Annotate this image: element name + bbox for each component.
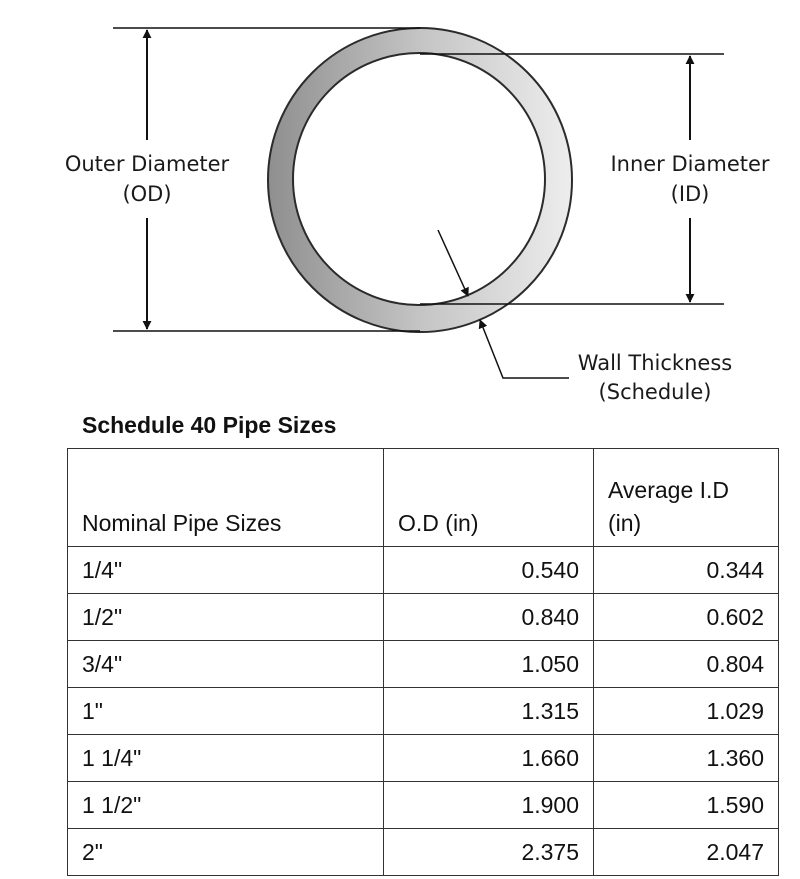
table-title: Schedule 40 Pipe Sizes bbox=[82, 412, 337, 438]
nominal-size-cell: 1" bbox=[68, 688, 384, 735]
od-cell: 1.660 bbox=[384, 735, 594, 782]
nominal-size-cell: 1/2" bbox=[68, 594, 384, 641]
header-average-id: Average I.D (in) bbox=[594, 449, 779, 547]
od-label-line2: (OD) bbox=[122, 182, 172, 206]
od-cell: 1.900 bbox=[384, 782, 594, 829]
pipe-sizes-table bbox=[67, 448, 779, 876]
id-cell: 1.029 bbox=[594, 688, 779, 735]
pipe-wall-ring bbox=[268, 28, 572, 332]
wall-outer-leader bbox=[480, 320, 569, 378]
table-row bbox=[68, 641, 779, 688]
nominal-size-cell: 1 1/4" bbox=[68, 735, 384, 782]
id-cell: 0.602 bbox=[594, 594, 779, 641]
id-cell: 2.047 bbox=[594, 829, 779, 876]
nominal-size-cell: 1 1/2" bbox=[68, 782, 384, 829]
od-cell: 0.840 bbox=[384, 594, 594, 641]
od-cell: 1.050 bbox=[384, 641, 594, 688]
od-cell: 0.540 bbox=[384, 547, 594, 594]
od-cell: 1.315 bbox=[384, 688, 594, 735]
od-label-line1: Outer Diameter bbox=[64, 152, 230, 176]
id-label-line2: (ID) bbox=[670, 182, 710, 206]
header-od: O.D (in) bbox=[384, 449, 594, 547]
id-cell: 1.360 bbox=[594, 735, 779, 782]
pipe-cross-section-diagram bbox=[0, 0, 800, 410]
table-row bbox=[68, 829, 779, 876]
id-cell: 0.344 bbox=[594, 547, 779, 594]
wall-label-line2: (Schedule) bbox=[598, 380, 712, 404]
nominal-size-cell: 1/4" bbox=[68, 547, 384, 594]
id-label-line1: Inner Diameter bbox=[610, 152, 770, 176]
table-row bbox=[68, 688, 779, 735]
id-cell: 0.804 bbox=[594, 641, 779, 688]
header-nominal-pipe-sizes: Nominal Pipe Sizes bbox=[68, 449, 384, 547]
wall-inner-pointer bbox=[438, 230, 468, 296]
table-header-row bbox=[68, 449, 779, 547]
id-cell: 1.590 bbox=[594, 782, 779, 829]
table-row bbox=[68, 547, 779, 594]
nominal-size-cell: 2" bbox=[68, 829, 384, 876]
table-row bbox=[68, 782, 779, 829]
table-row bbox=[68, 594, 779, 641]
table-row bbox=[68, 735, 779, 782]
od-cell: 2.375 bbox=[384, 829, 594, 876]
nominal-size-cell: 3/4" bbox=[68, 641, 384, 688]
wall-label-line1: Wall Thickness bbox=[577, 351, 733, 375]
